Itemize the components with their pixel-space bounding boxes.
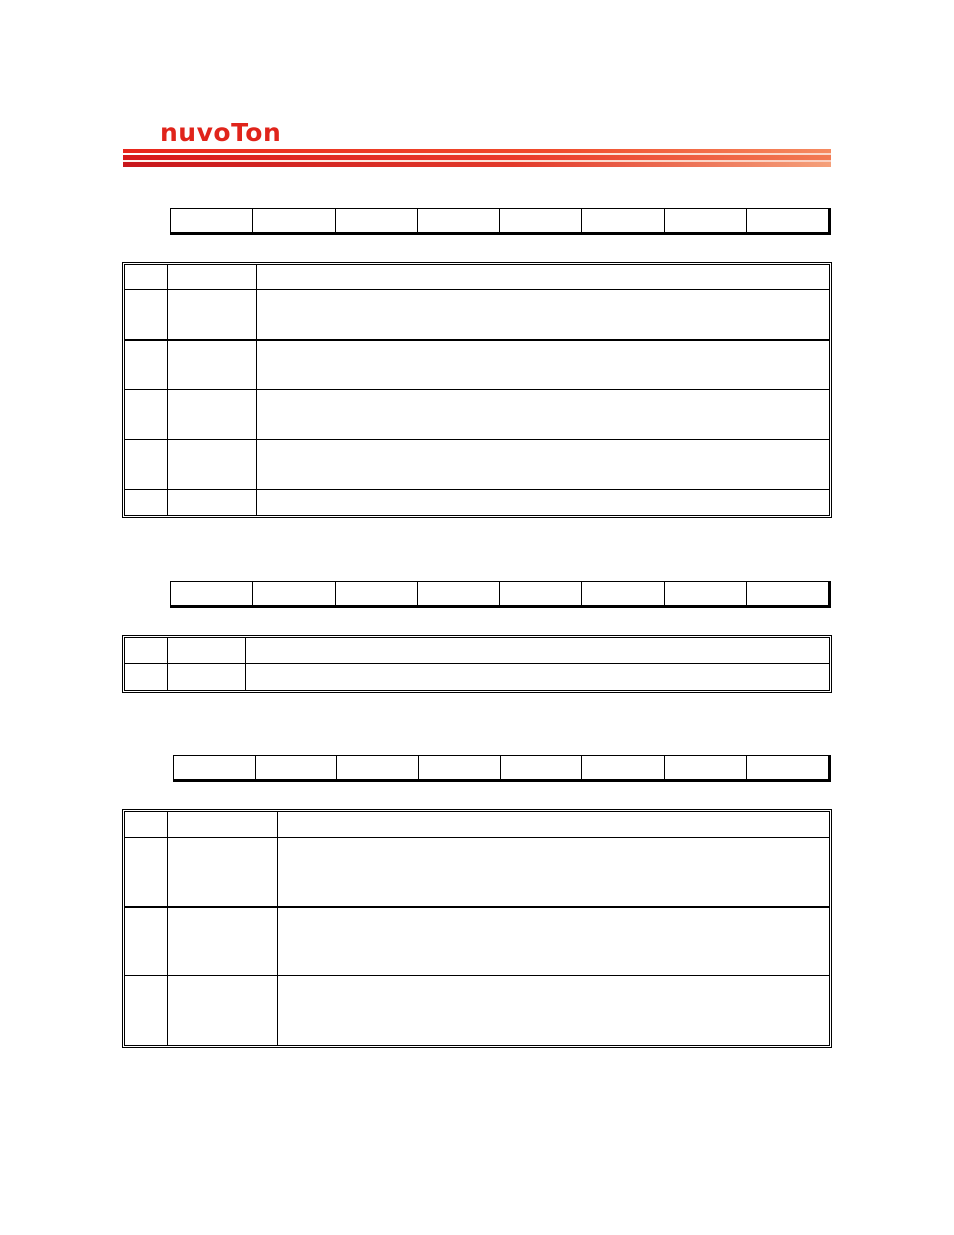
bit-cell	[417, 582, 499, 607]
description-cell	[257, 290, 830, 340]
bit-cell	[747, 756, 830, 781]
bit-cell	[664, 209, 746, 234]
field-cell	[168, 838, 278, 907]
bits-cell	[125, 664, 168, 691]
register-bit-table-3	[173, 755, 831, 782]
bits-cell	[125, 340, 168, 390]
field-header-cell	[168, 812, 278, 838]
register-description-table-2	[124, 637, 830, 691]
field-cell	[168, 440, 257, 490]
description-cell	[257, 490, 830, 516]
field-cell	[168, 907, 278, 976]
bit-cell	[419, 756, 501, 781]
bit-cell	[582, 582, 664, 607]
description-cell	[278, 838, 830, 907]
bits-header-cell	[125, 812, 168, 838]
bit-cell	[746, 209, 829, 234]
register-description-table-1	[124, 264, 830, 516]
description-cell	[257, 440, 830, 490]
bits-cell	[125, 290, 168, 340]
bit-cell	[255, 756, 337, 781]
bit-cell	[582, 756, 664, 781]
bit-cell	[500, 756, 582, 781]
bit-cell	[253, 209, 335, 234]
bits-cell	[125, 976, 168, 1046]
description-cell	[257, 340, 830, 390]
description-header-cell	[257, 265, 830, 290]
field-cell	[168, 490, 257, 516]
register-bit-table-1	[170, 208, 831, 235]
bit-cell	[664, 582, 746, 607]
bit-cell	[253, 582, 335, 607]
bit-cell	[171, 209, 253, 234]
bit-cell	[500, 209, 582, 234]
field-header-cell	[168, 638, 246, 664]
bit-cell	[335, 582, 417, 607]
description-cell	[278, 976, 830, 1046]
bits-cell	[125, 838, 168, 907]
bit-cell	[174, 756, 256, 781]
description-cell	[246, 664, 830, 691]
description-cell	[257, 390, 830, 440]
field-header-cell	[168, 265, 257, 290]
header-stripe-bar	[123, 149, 831, 167]
bits-cell	[125, 907, 168, 976]
bit-cell	[664, 756, 746, 781]
description-cell	[278, 907, 830, 976]
bits-cell	[125, 490, 168, 516]
description-header-cell	[278, 812, 830, 838]
bit-cell	[171, 582, 253, 607]
register-bit-table-2	[170, 581, 831, 608]
field-cell	[168, 290, 257, 340]
description-header-cell	[246, 638, 830, 664]
bit-cell	[500, 582, 582, 607]
bits-header-cell	[125, 638, 168, 664]
bit-cell	[746, 582, 829, 607]
bits-cell	[125, 390, 168, 440]
nuvoton-logo: nuvoTon	[160, 118, 282, 147]
bits-header-cell	[125, 265, 168, 290]
field-cell	[168, 976, 278, 1046]
bit-cell	[337, 756, 419, 781]
bits-cell	[125, 440, 168, 490]
field-cell	[168, 340, 257, 390]
bit-cell	[335, 209, 417, 234]
field-cell	[168, 390, 257, 440]
bit-cell	[417, 209, 499, 234]
field-cell	[168, 664, 246, 691]
register-description-table-3	[124, 811, 830, 1046]
bit-cell	[582, 209, 664, 234]
